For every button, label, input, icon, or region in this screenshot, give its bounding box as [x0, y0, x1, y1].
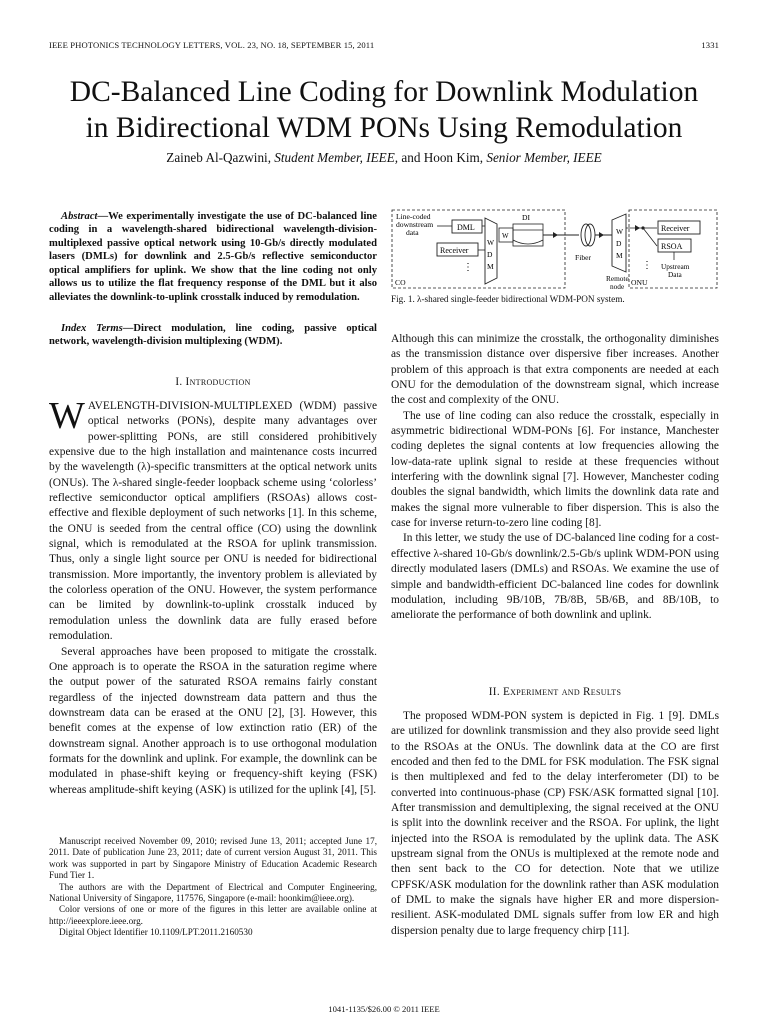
- remote-label: Remote: [606, 274, 629, 283]
- abstract-text: —We experimentally investigate the use of DC-balanced line coding in a wavelength-shared bidirectional wavelength-division-multiplexed passive optical network using 10-Gb/s directly modulated lasers (DMLs) for downlink and 2.5-Gb/s reflective semiconductor optical amplifiers for uplink. We show that the line coding not only allows us to utilize the flat frequency response of the DML but it also alleviates the downlink-to-uplink crosstalk induced by remodulation.: [49, 211, 377, 303]
- label-downstream: downstream: [396, 220, 434, 229]
- di-label: DI: [522, 213, 531, 222]
- page-number: 1331: [701, 40, 719, 50]
- node-label: node: [610, 282, 625, 291]
- wdm-pon-diagram: [391, 208, 719, 292]
- figure-1-diagram: [391, 208, 719, 292]
- footnote: [49, 836, 377, 939]
- right-column-section-1: [391, 332, 719, 624]
- author-2: Hoon Kim,: [423, 150, 484, 165]
- co-dots-icon: ⋮: [463, 262, 473, 273]
- intro-paragraph-3: Although this can minimize the crosstalk, the orthogonality diminishes as the transmission distance over dispersive fiber increases. Another problem of this approach is that extra components are needed at each ONU for the demodulation of the downstream signal, which increase the cost and complexity of the ONU.: [391, 333, 719, 407]
- figure-1-caption: Fig. 1. λ-shared single-feeder bidirectional WDM-PON system.: [391, 294, 625, 304]
- rn-wdm-w: W: [616, 227, 624, 236]
- author-and: and: [401, 150, 421, 165]
- co-wdm-w: W: [487, 238, 495, 247]
- footnote-affiliation: The authors are with the Department of Electrical and Computer Engineering, National University of Singapore, 117576, Singapore (e-mail: hoonkim@ieee.org).: [49, 881, 377, 904]
- index-terms: [49, 322, 377, 349]
- index-terms-label: Index Terms: [61, 323, 123, 334]
- author-1-role: Student Member, IEEE,: [274, 150, 399, 165]
- label-line-coded: Line-coded: [396, 212, 431, 221]
- author-1: Zaineb Al-Qazwini,: [166, 150, 271, 165]
- dml-label: DML: [457, 223, 475, 232]
- title-line-1: DC-Balanced Line Coding for Downlink Modulation: [69, 76, 699, 108]
- journal-name: IEEE PHOTONICS TECHNOLOGY LETTERS, VOL. 23, NO. 18, SEPTEMBER 15, 2011: [49, 40, 375, 50]
- drop-cap: W: [49, 395, 85, 437]
- upstream-data-label: Data: [668, 270, 682, 279]
- experiment-paragraph-1: The proposed WDM-PON system is depicted in Fig. 1 [9]. DMLs are utilized for downlink transmission and they also provide seed light to the RSOAs at the ONUs. The downlink data at the CO are first encoded and then fed to the DML for FSK modulation. The FSK signal is then multiplexed and fed to the delay interferometer (DI) to be converted into continuous-phase (CP) FSK/ASK formatted signal [10]. After transmission and demultiplexing, the signal received at the ONU is split into the downlink receiver and the RSOA. For uplink, the light injected into the RSOA is remodulated by the uplink data. The ASK upstream signal from the ONUs is multiplexed at the remote node and then sent back to the CO for detection. Note that we utilize CPFSK/ASK modulation for the downlink rather than ASK modulation of DML to make the signals have higher ER and more dispersion-resilient. ASK-modulated DML signals suffer from low ER and high dispersion penalty due to large frequency chirp [11].: [391, 710, 719, 937]
- rsoa-label: RSOA: [661, 242, 683, 251]
- onu-label: ONU: [631, 278, 648, 287]
- rn-wdm-m: M: [616, 251, 623, 260]
- author-2-role: Senior Member, IEEE: [486, 150, 602, 165]
- co-wdm-d: D: [487, 250, 493, 259]
- intro-paragraph-1: WAVELENGTH-DIVISION-MULTIPLEXED (WDM) passive optical networks (PONs), despite many advantages over power-splitting PONs, are still considered prohibitively expensive due to the high installation and maintenance costs incurred by the wavelength (λ)-specific transmitters at the optical network units (ONUs). The λ-shared single-feeder loopback scheme using ‘colorless’ reflective semiconductor optical amplifiers (RSOAs) allows cost-effective and flexible deployment of such networks [1]. In this scheme, the ONU is seeded from the central office (CO) using the downlink signal, which is remodulated at the RSOA for uplink transmission. Thus, only a single light source per ONU is needed for bidirectional transmission. More importantly, the inventory problem is alleviated by the colorless operation of the ONU. However, the system performance can be limited by downlink-to-uplink crosstalk induced by remodulation unless the downlink data are fully erased before remodulation.: [49, 395, 377, 643]
- title-line-2: in Bidirectional WDM PONs Using Remodulation: [85, 112, 683, 144]
- copyright-footer: 1041-1135/$26.00 © 2011 IEEE: [328, 1004, 440, 1014]
- section-heading-experiment: II. Experiment and Results: [488, 686, 622, 698]
- running-header: [49, 40, 719, 54]
- abstract: [49, 210, 377, 304]
- upstream-label: Upstream: [661, 262, 690, 271]
- introduction-body: [49, 395, 377, 798]
- fiber-label: Fiber: [575, 253, 592, 262]
- co-wdm-m: M: [487, 262, 494, 271]
- co-receiver-label: Receiver: [440, 246, 469, 255]
- index-terms-text: —Direct modulation, line coding, passive optical network, wavelength-division multiplexing (WDM).: [49, 323, 377, 348]
- co-label: CO: [395, 278, 406, 287]
- rn-wdm-d: D: [616, 239, 622, 248]
- onu-receiver-label: Receiver: [661, 224, 690, 233]
- paper-title: [30, 74, 738, 146]
- footnote-doi: Digital Object Identifier 10.1109/LPT.2011.2160530: [59, 927, 253, 938]
- intro-paragraph-2: Several approaches have been proposed to mitigate the crosstalk. One approach is to operate the RSOA in the saturation regime where the output power of the saturated RSOA remains fairly constant regardless of the injected downstream data pattern and thus the downstream data can be erased at the ONU [2], [3]. However, this benefit comes at the expense of low extinction ratio (ER) of the downstream signal. Another approach is to use orthogonal modulation formats for the downlink and uplink. For example, the downlink can be modulated in phase-shift keying or frequency-shift keying (FSK) whereas amplitude-shift keying (ASK) is utilized for the uplink [4], [5].: [49, 645, 377, 796]
- label-data: data: [406, 228, 419, 237]
- right-column-section-2: [391, 709, 719, 939]
- intro-paragraph-5: In this letter, we study the use of DC-balanced line coding for a cost-effective λ-shared 10-Gb/s downlink/2.5-Gb/s uplink WDM-PON using directly modulated lasers (DMLs) and RSOAs. We examine the use of simple and bandwidth-efficient DC-balanced line codes for downlink modulation, including 9B/10B, 7B/8B, 5B/6B, and 8B/10B, to ameliorate the performance of both downlink and uplink.: [391, 532, 719, 622]
- onu-dots-icon: ⋮: [642, 260, 652, 271]
- co-w-block-label: W: [502, 232, 509, 240]
- section-heading-introduction: I. Introduction: [175, 376, 251, 388]
- footnote-color: Color versions of one or more of the figures in this letter are available online at http://ieeexplore.ieee.org.: [49, 904, 377, 926]
- footnote-manuscript: Manuscript received November 09, 2010; revised June 13, 2011; accepted June 17, 2011. Date of publication June 23, 2011; date of current version August 31, 2011. This work was supported in part by Singapore Ministry of Education Academic Research Fund Tier 1.: [49, 836, 377, 881]
- author-line: [0, 150, 768, 166]
- intro-paragraph-4: The use of line coding can also reduce the crosstalk, especially in asymmetric bidirectional WDM-PONs [6]. For instance, Manchester coding depletes the signal contents at low frequencies allowing the low-data-rate uplink signal to reside at these frequencies without interfering with the downlink signal [7]. However, Manchester coding doubles the signal bandwidth, which limits the downlink data rate and makes the signal more vulnerable to fiber dispersion. This is also the case for inverse return-to-zero line coding [8].: [391, 409, 719, 530]
- di-box: [513, 224, 543, 246]
- abstract-label: Abstract: [61, 211, 98, 222]
